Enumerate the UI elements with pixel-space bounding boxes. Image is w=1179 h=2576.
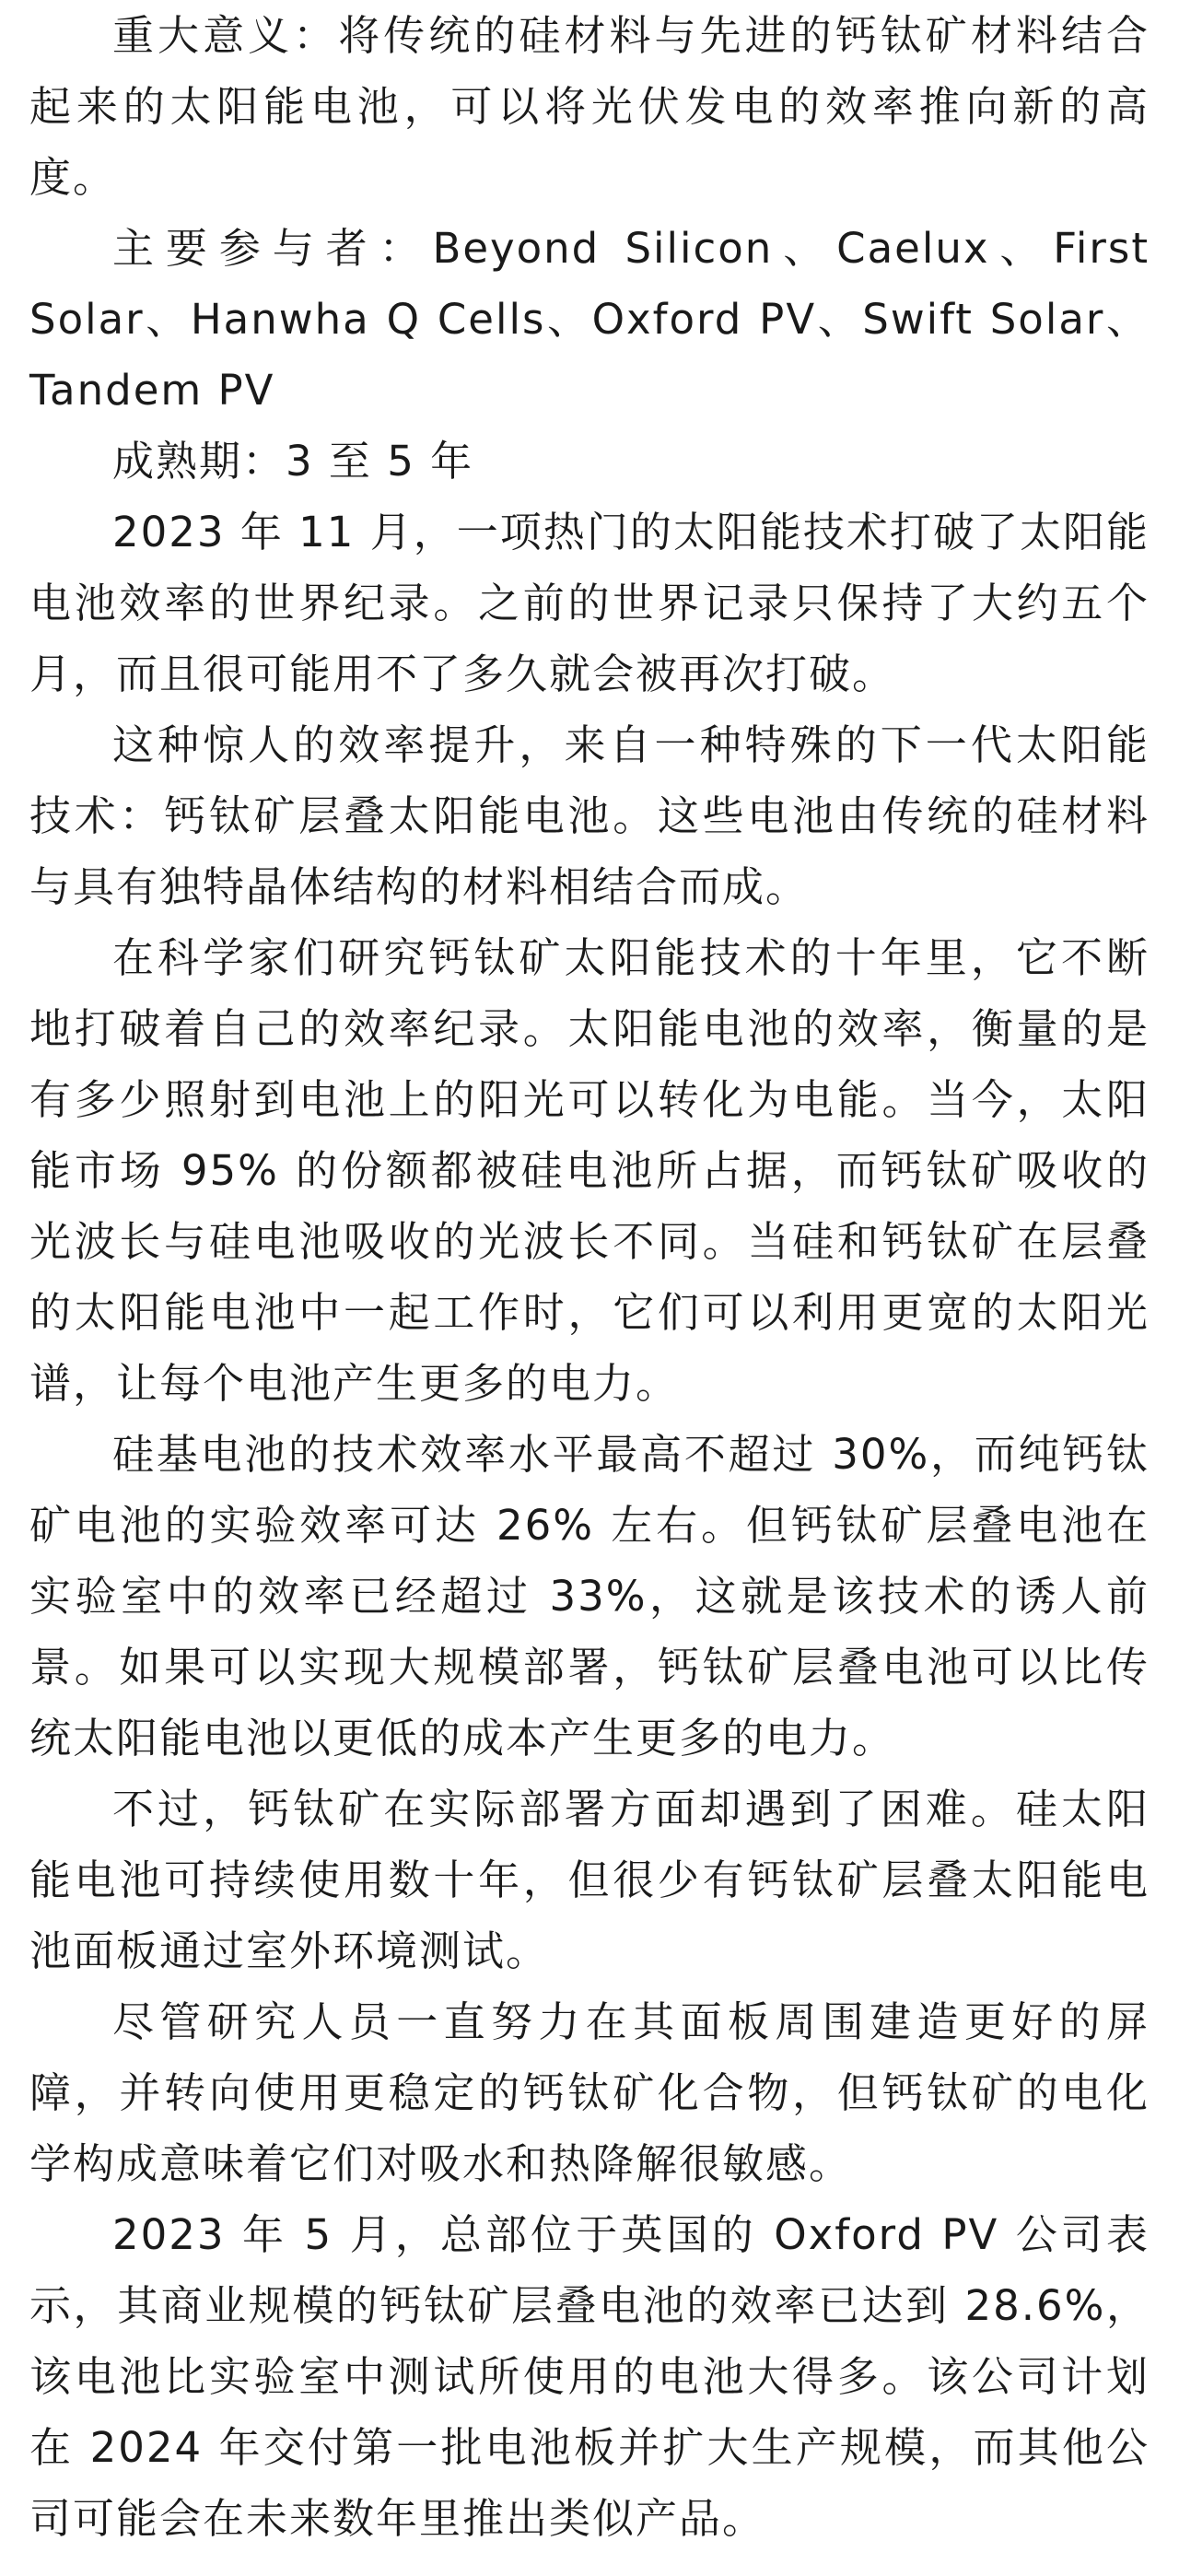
paragraph-oxford-pv: 2023 年 5 月，总部位于英国的 Oxford PV 公司表示，其商业规模的钙钛矿层叠电池的效率已达到 28.6%，该电池比实验室中测试所使用的电池大得多。该公司计划在 2024 年交付第一批电池板并扩大生产规模，而其他公司可能会在未来数年里推出类似产品。 [29, 2210, 1150, 2543]
paragraph-efficiency: 在科学家们研究钙钛矿太阳能技术的十年里，它不断地打破着自己的效率纪录。太阳能电池的效率，衡量的是有多少照射到电池上的阳光可以转化为电能。当今，太阳能市场 95% 的份额都被硅电池所占据，而钙钛矿吸收的光波长与硅电池吸收的光波长不同。当硅和钙钛矿在层叠的太阳能电池中一起工作时，它们可以利用更宽的太阳光谱，让每个电池产生更多的电力。 [29, 933, 1150, 1408]
paragraph-record: 2023 年 11 月，一项热门的太阳能技术打破了太阳能电池效率的世界纪录。之前的世界记录只保持了大约五个月，而且很可能用不了多久就会被再次打破。 [29, 508, 1150, 698]
paragraph-efficiency-levels: 硅基电池的技术效率水平最高不超过 30%，而纯钙钛矿电池的实验效率可达 26% 左右。但钙钛矿层叠电池在实验室中的效率已经超过 33%，这就是该技术的诱人前景。如果可以实现大规模部署，钙钛矿层叠电池可以比传统太阳能电池以更低的成本产生更多的电力。 [29, 1430, 1150, 1762]
paragraph-tandem-tech: 这种惊人的效率提升，来自一种特殊的下一代太阳能技术：钙钛矿层叠太阳能电池。这些电池由传统的硅材料与具有独特晶体结构的材料相结合而成。 [29, 720, 1150, 911]
paragraph-key-players: 主要参与者：Beyond Silicon、Caelux、First Solar、Hanwha Q Cells、Oxford PV、Swift Solar、Tandem PV [29, 224, 1150, 415]
paragraph-significance: 重大意义：将传统的硅材料与先进的钙钛矿材料结合起来的太阳能电池，可以将光伏发电的效率推向新的高度。 [29, 11, 1150, 202]
paragraph-maturity: 成熟期：3 至 5 年 [112, 437, 474, 486]
paragraph-stability: 尽管研究人员一直努力在其面板周围建造更好的屏障，并转向使用更稳定的钙钛矿化合物，但钙钛矿的电化学构成意味着它们对吸水和热降解很敏感。 [29, 1997, 1150, 2188]
paragraph-deployment-issues: 不过，钙钛矿在实际部署方面却遇到了困难。硅太阳能电池可持续使用数十年，但很少有钙钛矿层叠太阳能电池面板通过室外环境测试。 [29, 1785, 1150, 1975]
